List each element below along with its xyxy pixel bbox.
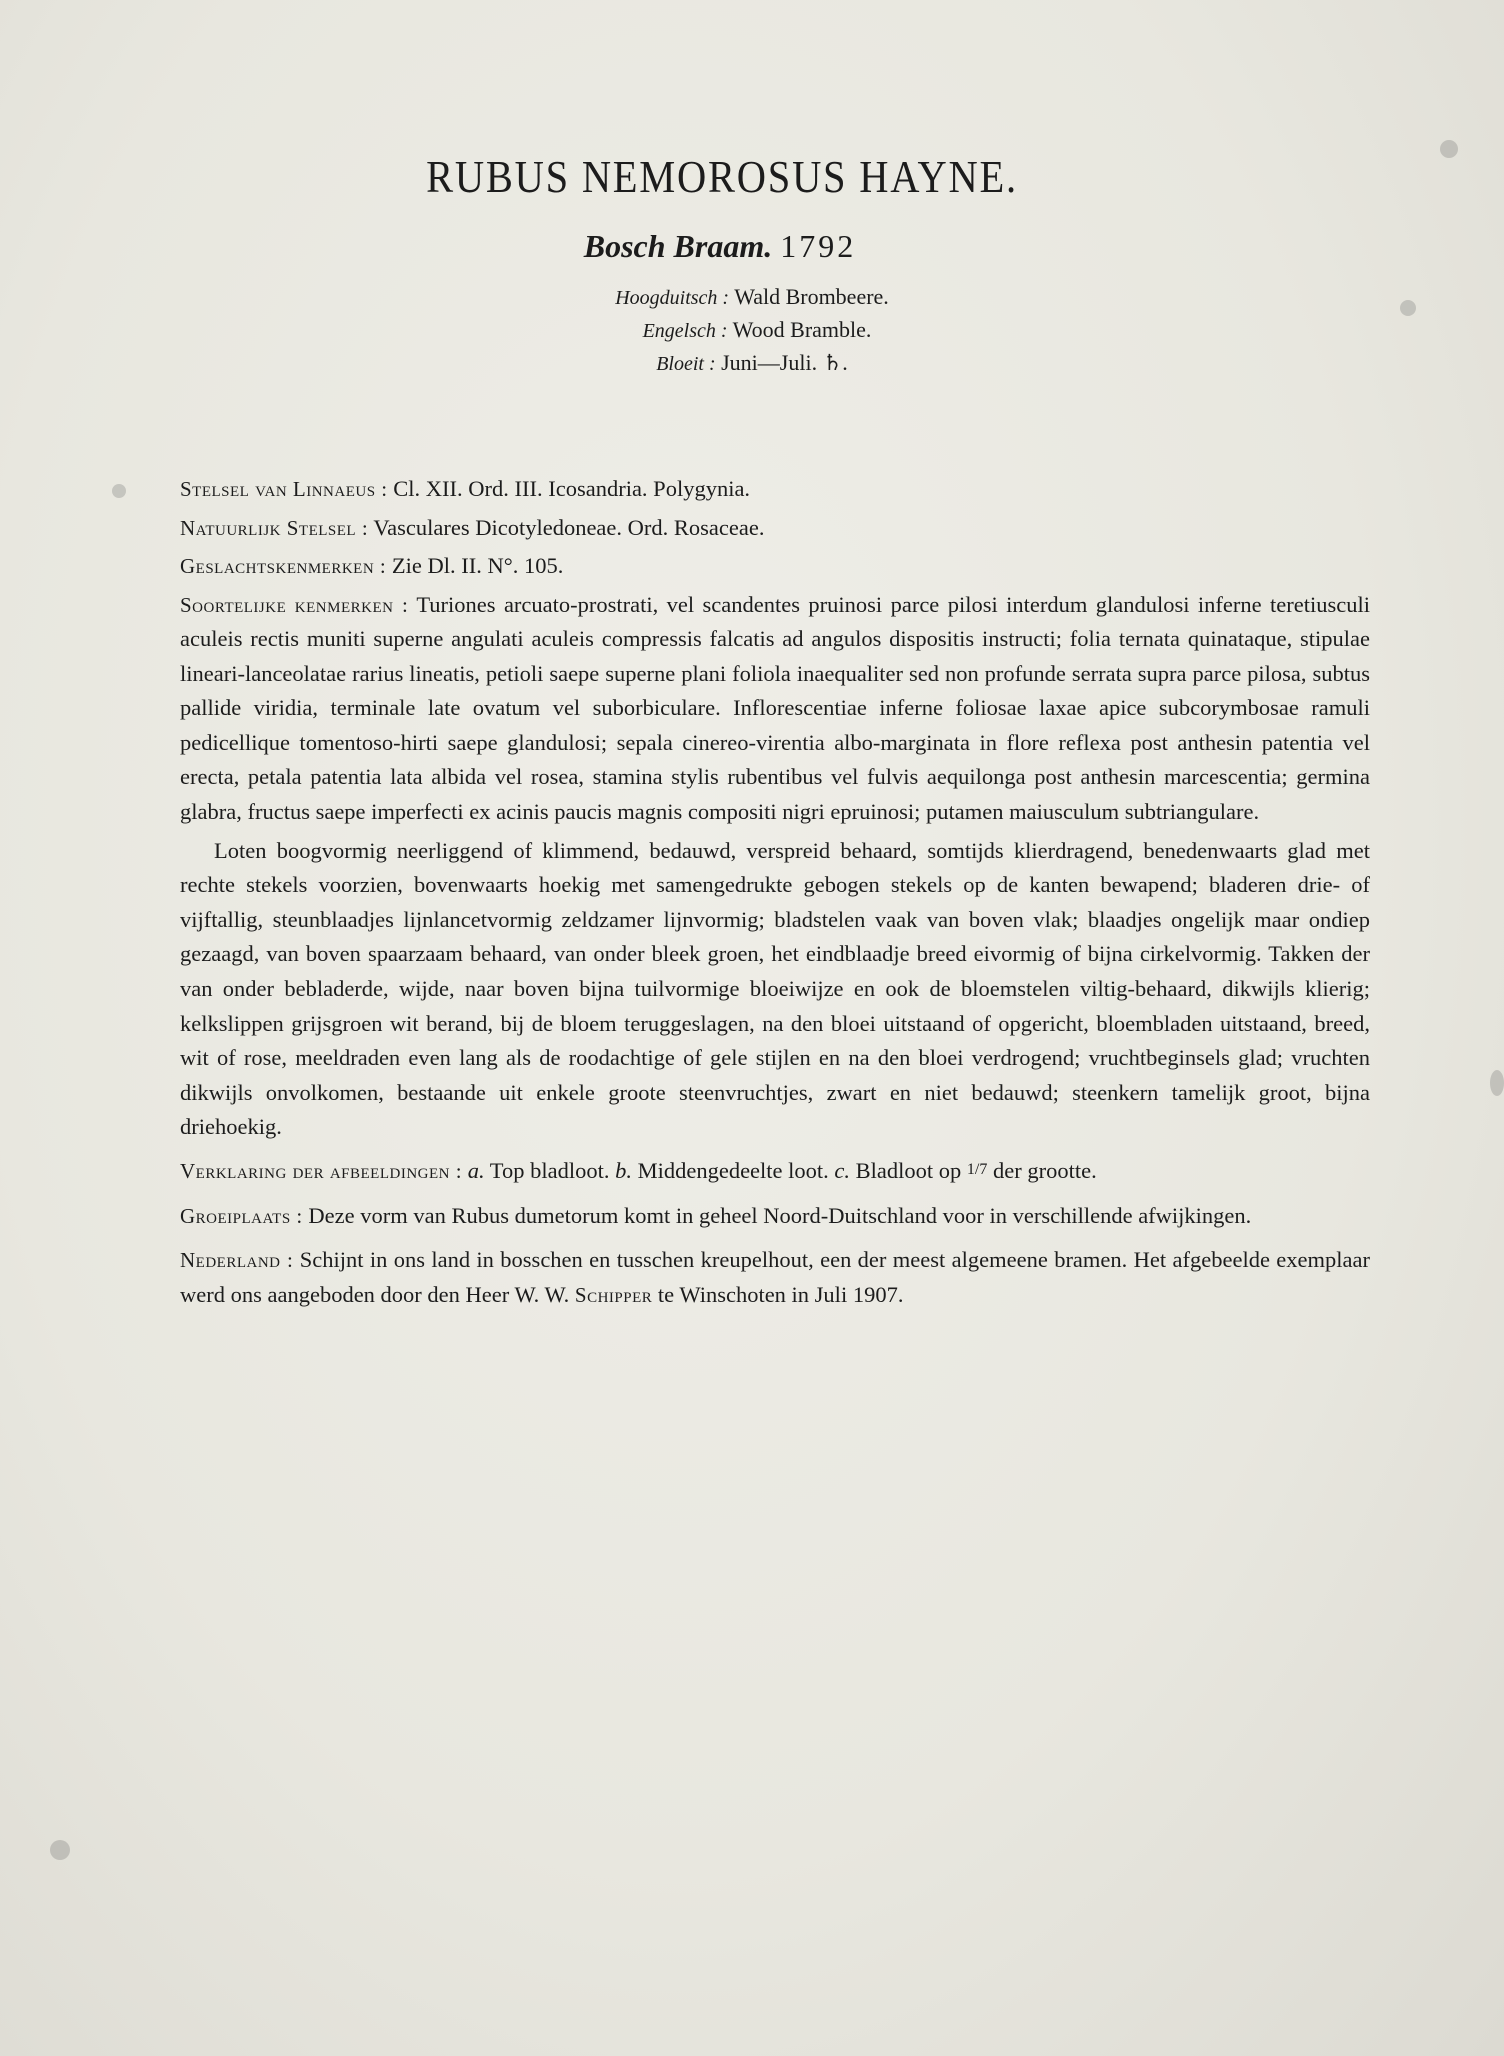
name-value: Juni—Juli. ♄.	[721, 350, 848, 375]
system-natural	[180, 511, 1370, 546]
dutch-description: Loten boogvormig neerliggend of klimmend, bedauwd, verspreid behaard, somtijds klierdragend, benedenwaarts glad met rechte stekels voorzien, bovenwaarts hoekig met samengedrukte gebogen stekels op de kanten bewapend; bladeren drie- of vijftallig, steunblaadjes lijnlancetvormig zeldzamer lijnvormig; bladstelen vaak van boven vlak; blaadjes ongelijk maar ondiep gezaagd, van boven spaarzaam behaard, van onder bleek groen, het eindblaadje breed eivormig of bijna cirkelvormig. Takken der van onder bebladerde, wijde, naar boven bijna tuilvormige bloeiwijze en ook de bloemstelen viltig-behaard, dikwijls klierig; kelkslippen grijsgroen wit berand, bij de bloem teruggeslagen, na den bloei uitstaand of opgericht, bloembladen uitstaand, breed, wit of rose, meeldraden even lang als de roodachtige of gele stijlen en na den bloei verdrogend; vruchtbeginsels glad; vruchten dikwijls onvolkomen, bestaande uit enkele groote steenvruchtjes, zwart en niet bedauwd; steenkern tamelijk groot, bijna driehoekig.	[180, 837, 1370, 1140]
section-text: Schijnt in ons land in bosschen en tusschen kreupelhout, een der meest algemeene bramen. Het afgebeelde exemplaar werd ons aangeboden door den Heer W. W.	[180, 1247, 1371, 1307]
name-label: Engelsch :	[642, 320, 728, 342]
section-text: Turiones arcuato-prostrati, vel scandentes pruinosi parce pilosi interdum glandulosi inferne teretiusculi aculeis rectis muniti superne angulati aculeis compressis falcatis ad angulos dispositis instructi; folia ternata quinataque, stipulae lineari-lanceolatae rarius lineatis, petioli saepe superne plani foliola inaequaliter sed non profunde serrata supra parce pilosa, subtus pallide viridia, terminale late ovatum vel suborbiculare. Inflorescentiae inferne foliosae laxae apice subcorymbosae ramuli pedicellique tomentoso-hirti saepe glandulosi; sepala cinereo-virentia albo-marginata in flore reflexa post anthesin patentia vel erecta, petala patentia lata albida vel rosea, stamina stylis rubentibus vel fulvis aequilonga post anthesin marcescentia; germina glabra, fructus saepe imperfecti ex acinis paucis magnis compositi nigri epruinosi; putamen maiusculum subtriangulare.	[180, 591, 1370, 825]
figure-a: a.	[467, 1158, 485, 1183]
figure-b: b.	[615, 1158, 632, 1183]
section-label: Verklaring der afbeeldingen :	[180, 1159, 463, 1183]
name-list	[0, 284, 1504, 383]
section-label: Soortelijke kenmerken :	[180, 592, 409, 617]
main-text	[180, 472, 1370, 1312]
figure-explanation	[180, 1153, 1370, 1189]
name-row-bloom	[0, 350, 1504, 383]
section-label: Natuurlijk Stelsel :	[180, 515, 369, 540]
figure-tail: der grootte.	[993, 1158, 1097, 1183]
section-label: Geslachtskenmerken :	[180, 554, 387, 578]
habitat	[180, 1199, 1370, 1234]
speck	[1440, 140, 1458, 158]
figure-c-text: Bladloot op	[855, 1158, 962, 1183]
scale-fraction: 1/7	[966, 1161, 988, 1178]
figure-b-text: Middengedeelte loot.	[637, 1158, 829, 1183]
figure-c: c.	[834, 1158, 851, 1183]
section-label: Groeiplaats :	[180, 1203, 303, 1228]
name-value: Wood Bramble.	[732, 317, 872, 342]
name-label: Hoogduitsch :	[615, 287, 730, 309]
section-value: Vasculares Dicotyledoneae. Ord. Rosaceae.	[373, 514, 765, 540]
page-title: RUBUS NEMOROSUS HAYNE.	[426, 151, 1018, 202]
section-label: Stelsel van Linnaeus :	[180, 477, 388, 501]
speck	[1490, 1070, 1504, 1096]
speck	[112, 484, 126, 498]
name-value: Wald Brombeere.	[734, 284, 889, 309]
section-value: Cl. XII. Ord. III. Icosandria. Polygynia.	[393, 476, 751, 501]
common-name-text: Bosch Braam.	[583, 228, 773, 264]
figure-a-text: Top bladloot.	[489, 1158, 610, 1183]
section-text: Deze vorm van Rubus dumetorum komt in geheel Noord-Duitschland voor in verschillende afwijkingen.	[308, 1202, 1252, 1228]
donor-name: Schipper	[574, 1282, 653, 1307]
name-label: Bloeit :	[656, 353, 716, 375]
section-label: Nederland :	[180, 1248, 294, 1273]
netherlands	[180, 1243, 1370, 1312]
genus-characters	[180, 549, 1370, 584]
section-tail: te Winschoten in Juli 1907.	[657, 1281, 904, 1307]
species-characters	[180, 588, 1370, 830]
speck	[50, 1840, 70, 1860]
name-row-english	[0, 317, 1504, 350]
name-row-german	[0, 284, 1504, 317]
system-linnaeus	[180, 472, 1370, 507]
plate-number: 1792	[780, 228, 857, 264]
common-name	[0, 228, 1472, 265]
section-value: Zie Dl. II. N°. 105.	[391, 553, 564, 578]
